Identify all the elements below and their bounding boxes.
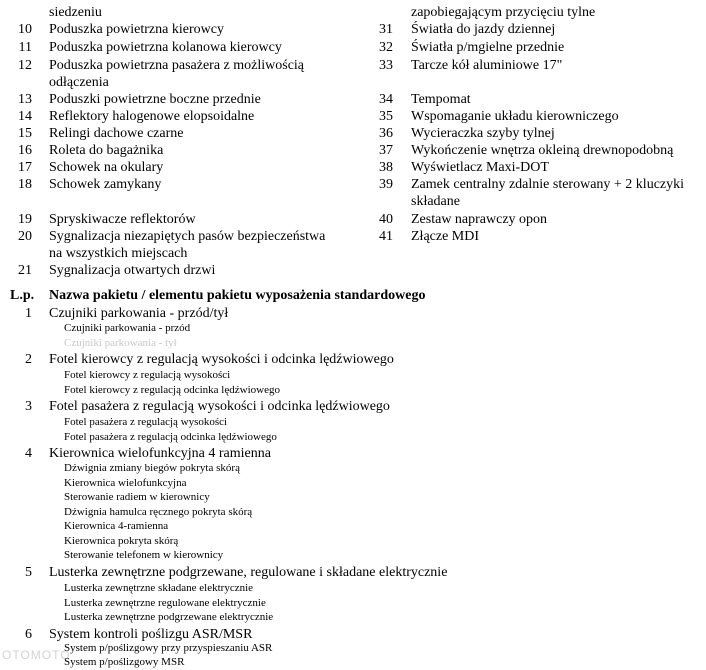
package-name: Kierownica wielofunkcyjna 4 ramienna [49,446,271,461]
left-item-number: 15 [18,126,32,141]
right-item-number: 35 [379,109,393,124]
package-item: Fotel kierowcy z regulacją odcinka lędźwiowego [64,384,280,396]
package-item: Dźwignia zmiany biegów pokryta skórą [64,462,240,474]
right-item-label: Wycieraczka szyby tylnej [411,126,555,141]
package-number: 6 [25,627,32,642]
right-item-number: 40 [379,212,393,227]
left-item-label: Relingi dachowe czarne [49,126,184,141]
package-number: 3 [25,399,32,414]
left-item-label: Roleta do bagażnika [49,143,164,158]
package-number: 2 [25,352,32,367]
left-item-continuation: siedzeniu [49,5,102,20]
right-item-label: Złącze MDI [411,229,480,244]
left-item-label: Poduszka powietrzna pasażera z możliwością [49,58,305,73]
left-item-number: 19 [18,212,32,227]
right-item-label-cont: składane [411,194,460,209]
package-item: Lusterka zewnętrzne składane elektrycznie [64,582,254,594]
right-item-label: Wykończenie wnętrza okleiną drewnopodobną [411,143,674,158]
left-item-label: Poduszka powietrzna kierowcy [49,22,224,37]
lp-header: L.p. [10,288,35,303]
left-item-label-cont: na wszystkich miejscach [49,246,188,261]
left-item-number: 17 [18,160,32,175]
package-item: Kierownica wielofunkcyjna [64,477,187,489]
left-item-label: Poduszka powietrzna kolanowa kierowcy [49,40,282,55]
package-name: Fotel kierowcy z regulacją wysokości i odcinka lędźwiowego [49,352,394,367]
right-item-number: 31 [379,22,393,37]
right-item-number: 38 [379,160,393,175]
package-number: 1 [25,306,32,321]
package-item: System p/poślizgowy MSR [64,656,185,668]
package-item: Fotel pasażera z regulacją wysokości [64,416,228,428]
right-item-label: Zestaw naprawczy opon [411,212,548,227]
right-item-number: 33 [379,58,393,73]
package-item: System p/poślizgowy przy przyspieszaniu ASR [64,642,273,654]
right-item-label: Tarcze kół aluminiowe 17" [411,58,563,73]
left-item-label: Sygnalizacja otwartych drzwi [49,263,216,278]
right-item-number: 37 [379,143,393,158]
package-number: 5 [25,565,32,580]
right-item-label: Światła p/mgielne przednie [411,40,565,55]
package-item: Sterowanie telefonem w kierownicy [64,549,224,561]
left-item-number: 12 [18,58,32,73]
left-item-label: Reflektory halogenowe elopsoidalne [49,109,255,124]
package-item: Sterowanie radiem w kierownicy [64,491,210,503]
left-item-label: Poduszki powietrzne boczne przednie [49,92,261,107]
package-item: Lusterka zewnętrzne podgrzewane elektrycznie [64,611,274,623]
package-item: Kierownica 4-ramienna [64,520,169,532]
left-item-label: Schowek zamykany [49,177,162,192]
package-item: Kierownica pokryta skórą [64,535,179,547]
right-item-number: 39 [379,177,393,192]
right-item-label: Tempomat [411,92,471,107]
right-item-continuation: zapobiegającym przycięciu tylne [411,5,596,20]
left-item-number: 13 [18,92,32,107]
package-name: System kontroli poślizgu ASR/MSR [49,627,253,642]
left-item-number: 20 [18,229,32,244]
right-item-number: 41 [379,229,393,244]
package-item: Fotel pasażera z regulacją odcinka lędźwiowego [64,431,277,443]
package-item: Czujniki parkowania - przód [64,322,191,334]
package-number: 4 [25,446,32,461]
package-item: Fotel kierowcy z regulacją wysokości [64,369,231,381]
left-item-number: 11 [18,40,32,55]
package-name: Lusterka zewnętrzne podgrzewane, regulowane i składane elektrycznie [49,565,448,580]
package-name: Czujniki parkowania - przód/tył [49,306,229,321]
left-item-label: Sygnalizacja niezapiętych pasów bezpieczeństwa [49,229,326,244]
right-item-number: 32 [379,40,393,55]
watermark: OTOMOTO [2,648,71,662]
right-item-label: Zamek centralny zdalnie sterowany + 2 kluczyki [411,177,685,192]
left-item-label: Spryskiwacze reflektorów [49,212,196,227]
package-name: Fotel pasażera z regulacją wysokości i odcinka lędźwiowego [49,399,390,414]
left-item-number: 18 [18,177,32,192]
right-item-number: 36 [379,126,393,141]
left-item-label-cont: odłączenia [49,75,109,90]
left-item-number: 21 [18,263,32,278]
right-item-label: Wspomaganie układu kierowniczego [411,109,619,124]
right-item-label: Światła do jazdy dziennej [411,22,556,37]
left-item-number: 10 [18,22,32,37]
left-item-label: Schowek na okulary [49,160,164,175]
right-item-label: Wyświetlacz Maxi-DOT [411,160,549,175]
packages-title-header: Nazwa pakietu / elementu pakietu wyposażenia standardowego [49,288,426,303]
right-item-number: 34 [379,92,393,107]
package-item: Dźwignia hamulca ręcznego pokryta skórą [64,506,253,518]
left-item-number: 14 [18,109,32,124]
package-item: Lusterka zewnętrzne regulowane elektrycznie [64,597,266,609]
left-item-number: 16 [18,143,32,158]
package-item: Czujniki parkowania - tył [64,337,177,349]
